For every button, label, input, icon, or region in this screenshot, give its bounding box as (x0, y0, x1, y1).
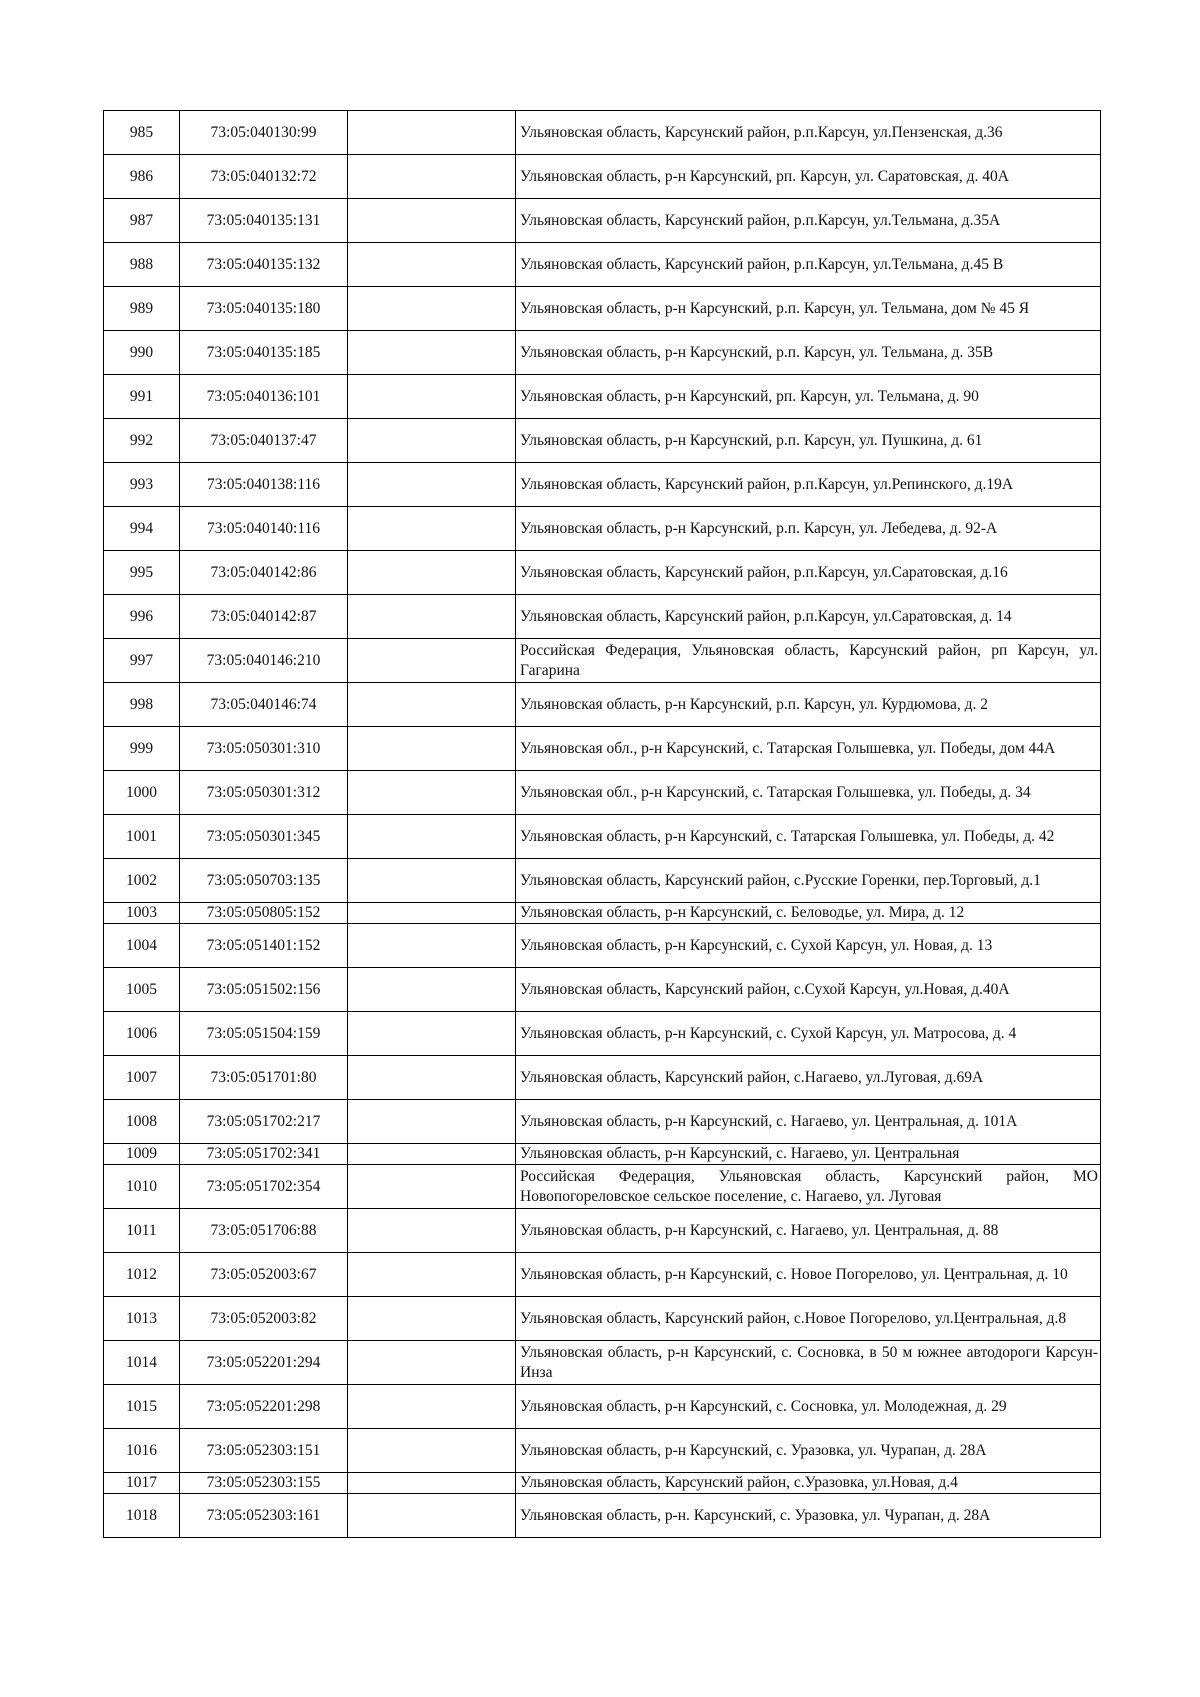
empty-cell (348, 507, 516, 551)
table-row (104, 771, 1101, 815)
property-table (103, 110, 1101, 1538)
empty-cell (348, 727, 516, 771)
address-cell: Ульяновская область, р-н Карсунский, р.п. Карсун, ул. Курдюмова, д. 2 (516, 683, 1101, 727)
row-number-cell: 1006 (104, 1012, 180, 1056)
table-row (104, 1056, 1101, 1100)
table-row (104, 595, 1101, 639)
cadastral-number-cell: 73:05:050703:135 (180, 859, 348, 903)
row-number-cell: 993 (104, 463, 180, 507)
table-row (104, 1253, 1101, 1297)
empty-cell (348, 1209, 516, 1253)
row-number-cell: 1005 (104, 968, 180, 1012)
cadastral-number-cell: 73:05:040130:99 (180, 111, 348, 155)
address-cell: Ульяновская обл., р-н Карсунский, с. Татарская Голышевка, ул. Победы, дом 44А (516, 727, 1101, 771)
table-row (104, 463, 1101, 507)
empty-cell (348, 1012, 516, 1056)
address-cell: Ульяновская область, Карсунский район, р.п.Карсун, ул.Саратовская, д.16 (516, 551, 1101, 595)
address-cell: Ульяновская область, р-н Карсунский, р.п. Карсун, ул. Пушкина, д. 61 (516, 419, 1101, 463)
cadastral-number-cell: 73:05:051502:156 (180, 968, 348, 1012)
address-cell: Ульяновская область, Карсунский район, с.Новое Погорелово, ул.Центральная, д.8 (516, 1297, 1101, 1341)
empty-cell (348, 111, 516, 155)
empty-cell (348, 968, 516, 1012)
empty-cell (348, 1494, 516, 1538)
empty-cell (348, 199, 516, 243)
cadastral-number-cell: 73:05:052201:294 (180, 1341, 348, 1385)
row-number-cell: 1014 (104, 1341, 180, 1385)
empty-cell (348, 155, 516, 199)
row-number-cell: 1000 (104, 771, 180, 815)
address-cell: Ульяновская область, р-н. Карсунский, с. Уразовка, ул. Чурапан, д. 28А (516, 1494, 1101, 1538)
cadastral-number-cell: 73:05:050301:345 (180, 815, 348, 859)
table-body (104, 111, 1101, 1538)
table-row (104, 1209, 1101, 1253)
empty-cell (348, 639, 516, 683)
table-row (104, 1473, 1101, 1494)
address-cell: Ульяновская область, Карсунский район, р.п.Карсун, ул.Тельмана, д.45 В (516, 243, 1101, 287)
address-cell: Ульяновская область, р-н Карсунский, с. Нагаево, ул. Центральная, д. 88 (516, 1209, 1101, 1253)
cadastral-number-cell: 73:05:050805:152 (180, 903, 348, 924)
cadastral-number-cell: 73:05:051401:152 (180, 924, 348, 968)
cadastral-number-cell: 73:05:052303:155 (180, 1473, 348, 1494)
table-row (104, 507, 1101, 551)
row-number-cell: 987 (104, 199, 180, 243)
address-cell: Ульяновская область, Карсунский район, с.Сухой Карсун, ул.Новая, д.40А (516, 968, 1101, 1012)
table-row (104, 551, 1101, 595)
table-row (104, 1144, 1101, 1165)
empty-cell (348, 1385, 516, 1429)
empty-cell (348, 287, 516, 331)
table-row (104, 639, 1101, 683)
row-number-cell: 997 (104, 639, 180, 683)
cadastral-number-cell: 73:05:052003:82 (180, 1297, 348, 1341)
address-cell: Ульяновская область, р-н Карсунский, р.п. Карсун, ул. Тельмана, д. 35В (516, 331, 1101, 375)
empty-cell (348, 1429, 516, 1473)
cadastral-number-cell: 73:05:052201:298 (180, 1385, 348, 1429)
cadastral-number-cell: 73:05:040135:131 (180, 199, 348, 243)
address-cell: Ульяновская область, Карсунский район, с.Уразовка, ул.Новая, д.4 (516, 1473, 1101, 1494)
row-number-cell: 998 (104, 683, 180, 727)
address-cell: Ульяновская область, Карсунский район, р.п.Карсун, ул.Репинского, д.19А (516, 463, 1101, 507)
address-cell: Ульяновская область, Карсунский район, с.Русские Горенки, пер.Торговый, д.1 (516, 859, 1101, 903)
empty-cell (348, 1056, 516, 1100)
table-row (104, 287, 1101, 331)
address-cell: Ульяновская область, р-н Карсунский, рп. Карсун, ул. Саратовская, д. 40А (516, 155, 1101, 199)
row-number-cell: 999 (104, 727, 180, 771)
address-cell: Ульяновская область, р-н Карсунский, с. Беловодье, ул. Мира, д. 12 (516, 903, 1101, 924)
empty-cell (348, 1165, 516, 1209)
row-number-cell: 990 (104, 331, 180, 375)
row-number-cell: 985 (104, 111, 180, 155)
table-row (104, 903, 1101, 924)
row-number-cell: 1008 (104, 1100, 180, 1144)
empty-cell (348, 243, 516, 287)
row-number-cell: 1001 (104, 815, 180, 859)
table-row (104, 815, 1101, 859)
table-row (104, 243, 1101, 287)
row-number-cell: 1004 (104, 924, 180, 968)
row-number-cell: 995 (104, 551, 180, 595)
cadastral-number-cell: 73:05:040135:185 (180, 331, 348, 375)
empty-cell (348, 683, 516, 727)
empty-cell (348, 815, 516, 859)
table-row (104, 1429, 1101, 1473)
table-row (104, 1385, 1101, 1429)
address-cell: Ульяновская область, р-н Карсунский, р.п. Карсун, ул. Тельмана, дом № 45 Я (516, 287, 1101, 331)
empty-cell (348, 859, 516, 903)
cadastral-number-cell: 73:05:051504:159 (180, 1012, 348, 1056)
table-row (104, 1012, 1101, 1056)
cadastral-number-cell: 73:05:050301:312 (180, 771, 348, 815)
row-number-cell: 1017 (104, 1473, 180, 1494)
cadastral-number-cell: 73:05:040135:132 (180, 243, 348, 287)
table-row (104, 331, 1101, 375)
address-cell: Ульяновская область, р-н Карсунский, с. Новое Погорелово, ул. Центральная, д. 10 (516, 1253, 1101, 1297)
row-number-cell: 1015 (104, 1385, 180, 1429)
row-number-cell: 991 (104, 375, 180, 419)
address-cell: Ульяновская область, р-н Карсунский, с. Сухой Карсун, ул. Матросова, д. 4 (516, 1012, 1101, 1056)
empty-cell (348, 1144, 516, 1165)
cadastral-number-cell: 73:05:051702:217 (180, 1100, 348, 1144)
cadastral-number-cell: 73:05:040140:116 (180, 507, 348, 551)
empty-cell (348, 463, 516, 507)
row-number-cell: 996 (104, 595, 180, 639)
cadastral-number-cell: 73:05:040135:180 (180, 287, 348, 331)
table-row (104, 1297, 1101, 1341)
empty-cell (348, 331, 516, 375)
table-row (104, 968, 1101, 1012)
address-cell: Ульяновская область, Карсунский район, р.п.Карсун, ул.Тельмана, д.35А (516, 199, 1101, 243)
cadastral-number-cell: 73:05:051701:80 (180, 1056, 348, 1100)
row-number-cell: 1010 (104, 1165, 180, 1209)
cadastral-number-cell: 73:05:052303:151 (180, 1429, 348, 1473)
row-number-cell: 1009 (104, 1144, 180, 1165)
address-cell: Ульяновская область, р-н Карсунский, с. Сухой Карсун, ул. Новая, д. 13 (516, 924, 1101, 968)
table-row (104, 419, 1101, 463)
row-number-cell: 989 (104, 287, 180, 331)
cadastral-number-cell: 73:05:050301:310 (180, 727, 348, 771)
address-cell: Ульяновская область, р-н Карсунский, р.п. Карсун, ул. Лебедева, д. 92-А (516, 507, 1101, 551)
row-number-cell: 1007 (104, 1056, 180, 1100)
table-row (104, 859, 1101, 903)
address-cell: Ульяновская область, р-н Карсунский, с. Нагаево, ул. Центральная (516, 1144, 1101, 1165)
empty-cell (348, 419, 516, 463)
cadastral-number-cell: 73:05:052003:67 (180, 1253, 348, 1297)
row-number-cell: 1011 (104, 1209, 180, 1253)
empty-cell (348, 903, 516, 924)
address-cell: Ульяновская обл., р-н Карсунский, с. Татарская Голышевка, ул. Победы, д. 34 (516, 771, 1101, 815)
table-row (104, 155, 1101, 199)
address-cell: Ульяновская область, Карсунский район, р.п.Карсун, ул.Саратовская, д. 14 (516, 595, 1101, 639)
address-cell: Ульяновская область, р-н Карсунский, рп. Карсун, ул. Тельмана, д. 90 (516, 375, 1101, 419)
cadastral-number-cell: 73:05:052303:161 (180, 1494, 348, 1538)
empty-cell (348, 1100, 516, 1144)
empty-cell (348, 1297, 516, 1341)
empty-cell (348, 1341, 516, 1385)
address-cell: Ульяновская область, Карсунский район, с.Нагаево, ул.Луговая, д.69А (516, 1056, 1101, 1100)
empty-cell (348, 595, 516, 639)
table-row (104, 1494, 1101, 1538)
row-number-cell: 988 (104, 243, 180, 287)
table-row (104, 727, 1101, 771)
address-cell: Ульяновская область, р-н Карсунский, с. Нагаево, ул. Центральная, д. 101А (516, 1100, 1101, 1144)
cadastral-number-cell: 73:05:040136:101 (180, 375, 348, 419)
cadastral-number-cell: 73:05:051702:341 (180, 1144, 348, 1165)
table-row (104, 683, 1101, 727)
cadastral-number-cell: 73:05:051706:88 (180, 1209, 348, 1253)
empty-cell (348, 1473, 516, 1494)
cadastral-number-cell: 73:05:051702:354 (180, 1165, 348, 1209)
table-row (104, 924, 1101, 968)
empty-cell (348, 771, 516, 815)
row-number-cell: 1012 (104, 1253, 180, 1297)
row-number-cell: 994 (104, 507, 180, 551)
row-number-cell: 986 (104, 155, 180, 199)
table-row (104, 1341, 1101, 1385)
table-row (104, 199, 1101, 243)
address-cell: Ульяновская область, Карсунский район, р.п.Карсун, ул.Пензенская, д.36 (516, 111, 1101, 155)
row-number-cell: 1003 (104, 903, 180, 924)
address-cell: Ульяновская область, р-н Карсунский, с. Сосновка, в 50 м южнее автодороги Карсун-Инза (516, 1341, 1101, 1385)
row-number-cell: 992 (104, 419, 180, 463)
address-cell: Ульяновская область, р-н Карсунский, с. Сосновка, ул. Молодежная, д. 29 (516, 1385, 1101, 1429)
cadastral-number-cell: 73:05:040142:87 (180, 595, 348, 639)
table-row (104, 111, 1101, 155)
cadastral-number-cell: 73:05:040146:74 (180, 683, 348, 727)
row-number-cell: 1002 (104, 859, 180, 903)
empty-cell (348, 924, 516, 968)
row-number-cell: 1018 (104, 1494, 180, 1538)
table-row (104, 1100, 1101, 1144)
address-cell: Ульяновская область, р-н Карсунский, с. Уразовка, ул. Чурапан, д. 28А (516, 1429, 1101, 1473)
address-cell: Российская Федерация, Ульяновская область, Карсунский район, МО Новопогореловское сельское поселение, с. Нагаево, ул. Луговая (516, 1165, 1101, 1209)
row-number-cell: 1016 (104, 1429, 180, 1473)
cadastral-number-cell: 73:05:040146:210 (180, 639, 348, 683)
empty-cell (348, 375, 516, 419)
cadastral-number-cell: 73:05:040137:47 (180, 419, 348, 463)
empty-cell (348, 551, 516, 595)
cadastral-number-cell: 73:05:040142:86 (180, 551, 348, 595)
table-row (104, 1165, 1101, 1209)
row-number-cell: 1013 (104, 1297, 180, 1341)
address-cell: Российская Федерация, Ульяновская область, Карсунский район, рп Карсун, ул. Гагарина (516, 639, 1101, 683)
cadastral-number-cell: 73:05:040132:72 (180, 155, 348, 199)
empty-cell (348, 1253, 516, 1297)
table-row (104, 375, 1101, 419)
address-cell: Ульяновская область, р-н Карсунский, с. Татарская Голышевка, ул. Победы, д. 42 (516, 815, 1101, 859)
cadastral-number-cell: 73:05:040138:116 (180, 463, 348, 507)
